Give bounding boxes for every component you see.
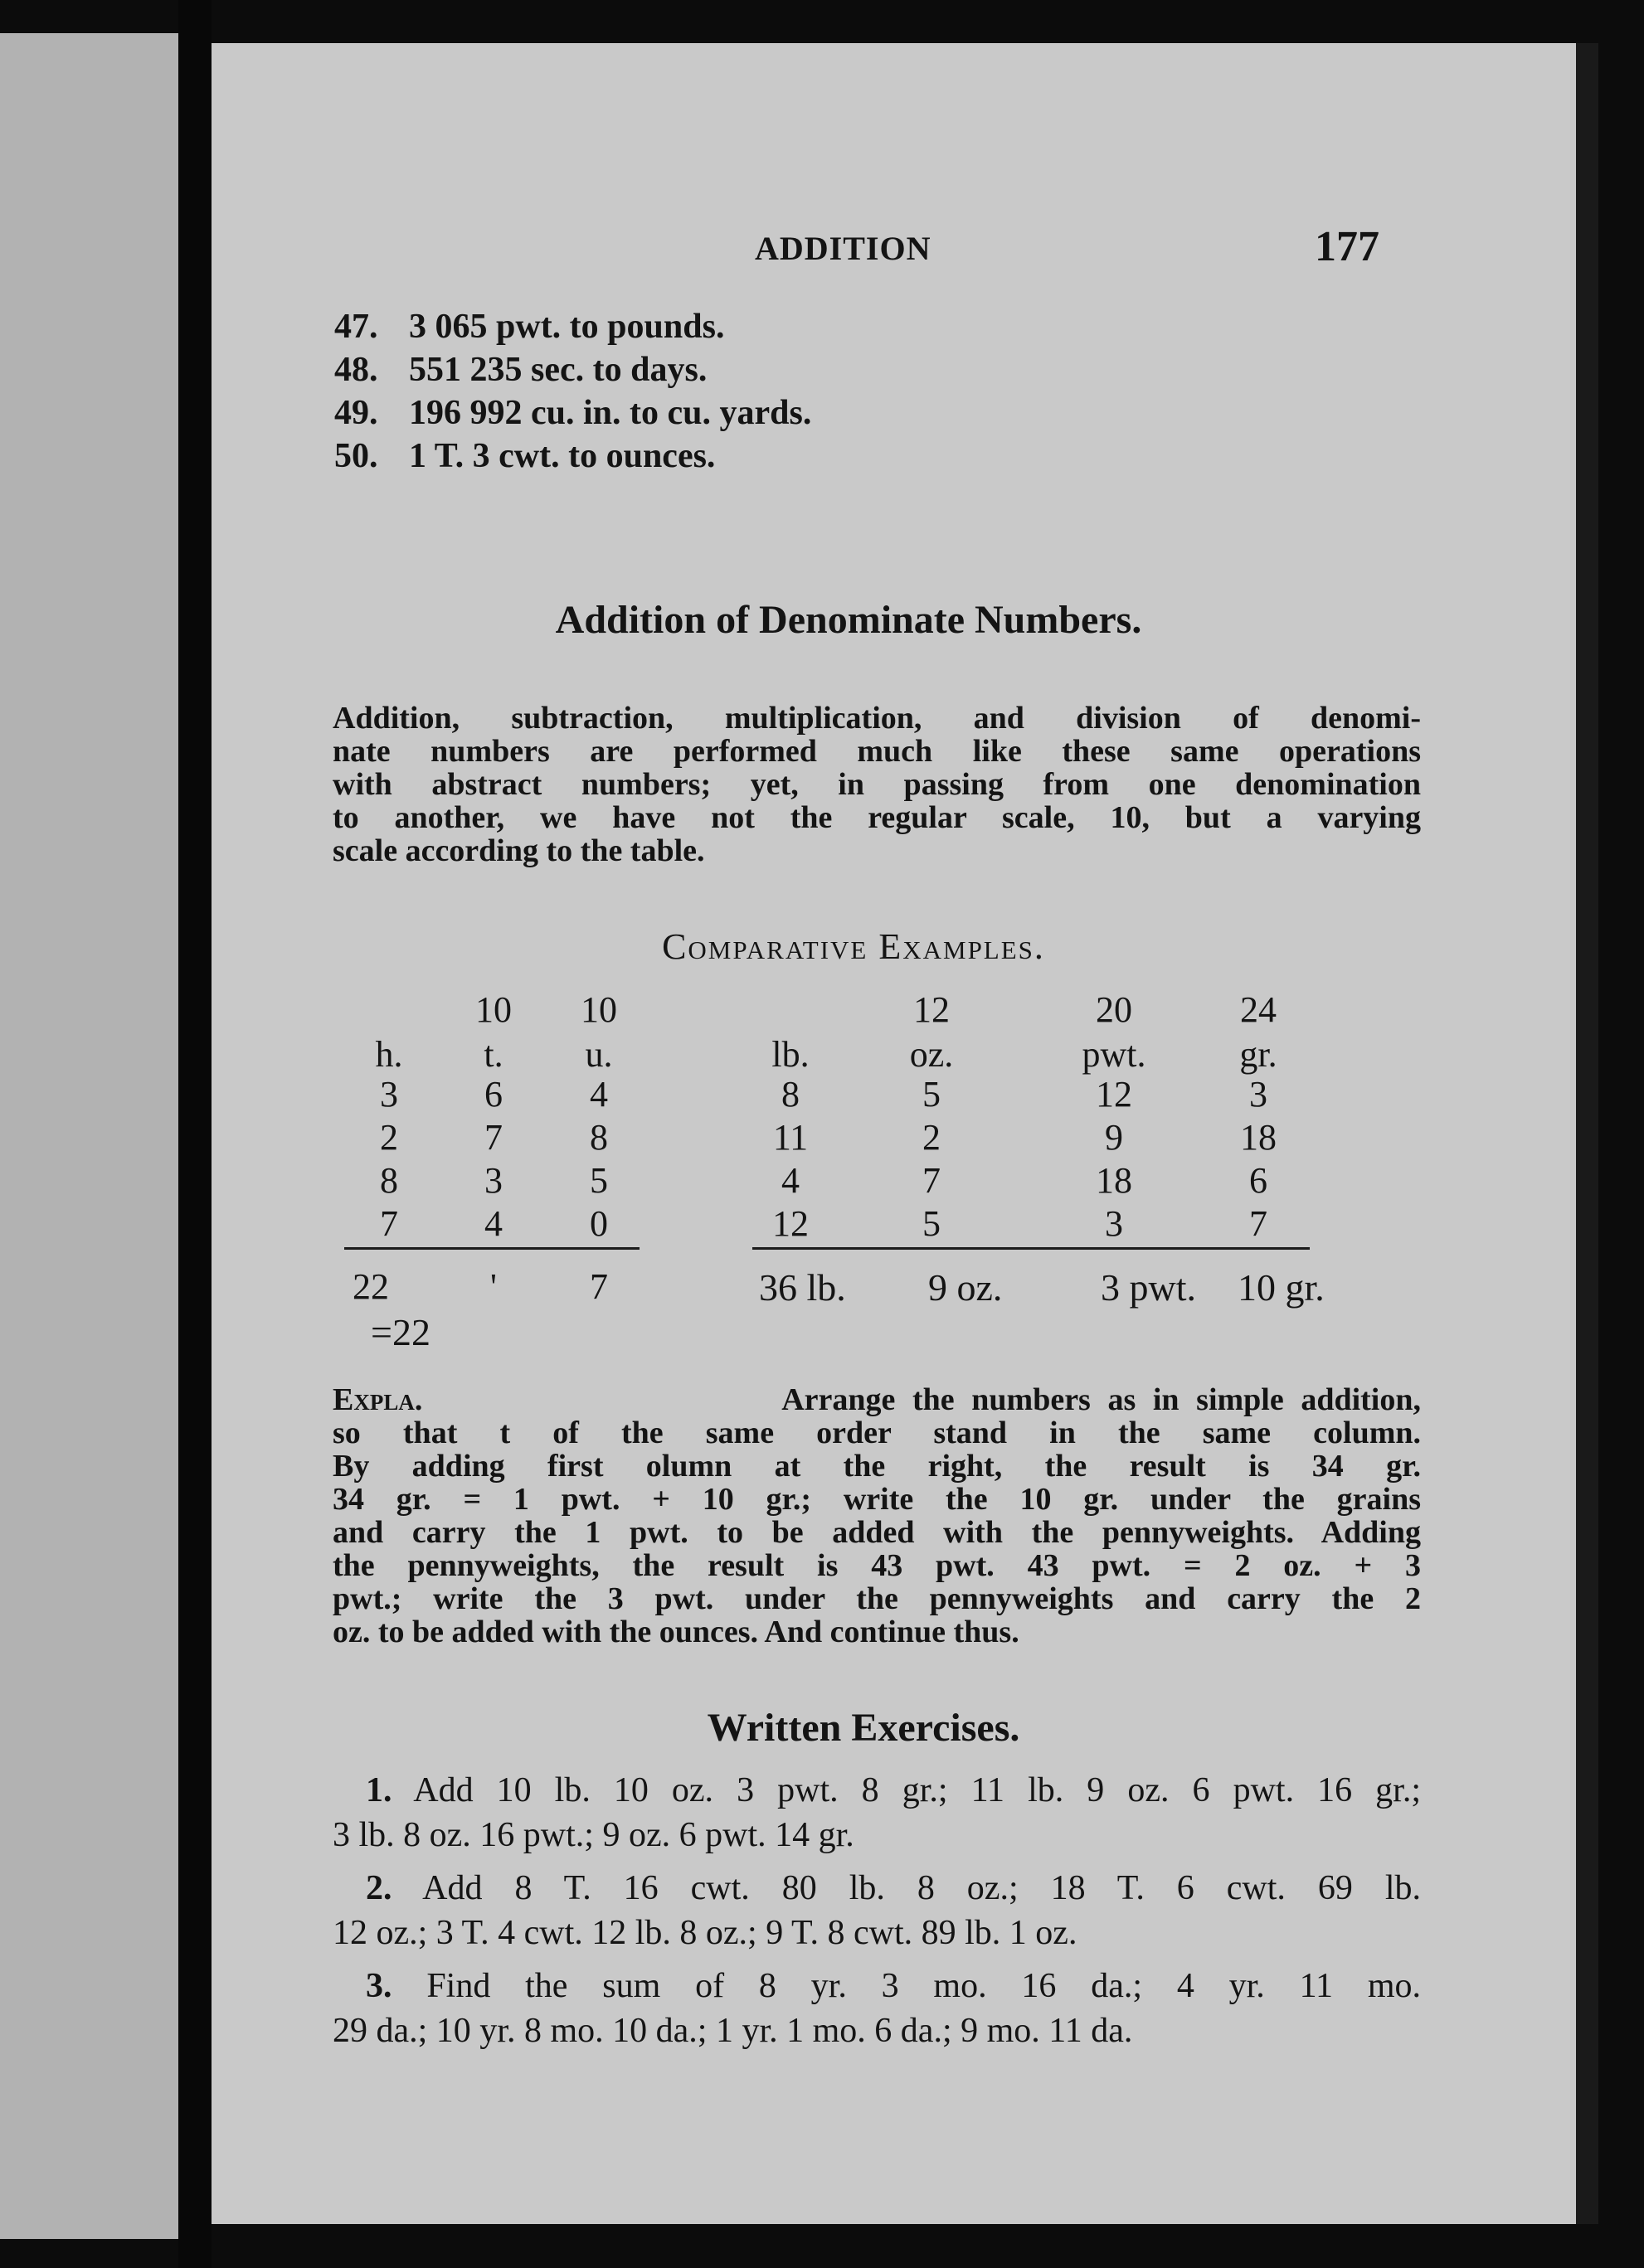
sum-cell: 36 lb. <box>759 1266 846 1309</box>
exercise-item: 1. Add 10 lb. 10 oz. 3 pwt. 8 gr.; 11 lb. 9 oz. 6 pwt. 16 gr.; 3 lb. 8 oz. 16 pwt.; 9 oz. 6 pwt. 14 gr. <box>333 1771 1421 1854</box>
digit-cell: 4 <box>781 1160 800 1201</box>
digit-cell: 0 <box>590 1203 608 1244</box>
problem-item: 49. 196 992 cu. in. to cu. yards. <box>334 394 812 432</box>
book-page <box>212 43 1598 2224</box>
explanation: Expla. Arrange the numbers as in simple addition, so that t of the same order stand in the same column. By adding first olumn at the right, the result is 34 gr. 34 gr. = 1 pwt. + 10 gr.; write the 10 gr. under the grains and carry the 1 pwt. to be added with the pennyweights. Adding the pennyweights, the result is 43 pwt. 43 pwt. = 2 oz. + 3 pwt.; write the 3 pwt. under the pennyweights and carry the 2 oz. to be added with the ounces. And continue thus. <box>333 1382 1422 1649</box>
scale-cell: 10 <box>581 989 617 1030</box>
digit-cell: 7 <box>380 1203 398 1244</box>
digit-cell: 4 <box>484 1203 503 1244</box>
unit-label: u. <box>585 1034 613 1075</box>
unit-label: oz. <box>909 1034 954 1075</box>
digit-cell: 3 <box>1249 1074 1267 1115</box>
unit-label: gr. <box>1239 1034 1277 1075</box>
digit-cell: 6 <box>1249 1160 1267 1201</box>
digit-cell: 5 <box>922 1203 941 1244</box>
scale-cell: 10 <box>475 989 512 1030</box>
digit-cell: 5 <box>590 1160 608 1201</box>
digit-cell: 18 <box>1240 1117 1277 1158</box>
digit-cell: 5 <box>922 1074 941 1115</box>
sum-cell: 22 <box>353 1266 389 1307</box>
total-value: =22 <box>371 1311 430 1353</box>
scale-cell: 12 <box>913 989 950 1030</box>
sum-rule <box>344 1247 640 1250</box>
digit-cell: 3 <box>1105 1203 1123 1244</box>
digit-cell: 7 <box>922 1160 941 1201</box>
sum-cell: 9 oz. <box>928 1266 1003 1309</box>
exercise-item: 3. Find the sum of 8 yr. 3 mo. 16 da.; 4 yr. 11 mo. 29 da.; 10 yr. 8 mo. 10 da.; 1 yr. 1 mo. 6 da.; 9 mo. 11 da. <box>333 1967 1422 2050</box>
scale-cell: 24 <box>1240 989 1277 1030</box>
sum-cell: 10 gr. <box>1238 1266 1325 1309</box>
scale-cell: 20 <box>1096 989 1132 1030</box>
sum-cell: ' <box>490 1266 497 1307</box>
digit-cell: 2 <box>380 1117 398 1158</box>
unit-label: t. <box>484 1034 503 1075</box>
digit-cell: 18 <box>1096 1160 1132 1201</box>
digit-cell: 2 <box>922 1117 941 1158</box>
digit-cell: 8 <box>590 1117 608 1158</box>
digit-cell: 11 <box>772 1117 809 1158</box>
digit-cell: 12 <box>1096 1074 1132 1115</box>
comparative-examples-title: Comparative Examples. <box>662 926 1045 967</box>
facing-page-edge <box>0 33 178 2239</box>
written-exercises-title: Written Exercises. <box>707 1706 1020 1750</box>
section-title: Addition of Denominate Numbers. <box>555 598 1142 642</box>
sum-rule <box>752 1247 1310 1250</box>
unit-label: pwt. <box>1082 1034 1146 1075</box>
explanation-label: Expla. <box>333 1382 423 1417</box>
digit-cell: 4 <box>590 1074 608 1115</box>
problem-list <box>334 305 1330 478</box>
digit-cell: 7 <box>484 1117 503 1158</box>
running-head: ADDITION <box>755 230 931 267</box>
digit-cell: 3 <box>484 1160 503 1201</box>
problem-item: 50. 1 T. 3 cwt. to ounces. <box>334 437 716 475</box>
exercise-item: 2. Add 8 T. 16 cwt. 80 lb. 8 oz.; 18 T. 6 cwt. 69 lb. 12 oz.; 3 T. 4 cwt. 12 lb. 8 oz.; 9 T. 8 cwt. 89 lb. 1 oz. <box>333 1869 1421 1952</box>
digit-cell: 6 <box>484 1074 503 1115</box>
digit-cell: 7 <box>1249 1203 1267 1244</box>
book-spine <box>178 0 212 2268</box>
unit-label: lb. <box>771 1034 810 1075</box>
unit-label: h. <box>375 1034 403 1075</box>
problem-item: 48. 551 235 sec. to days. <box>334 351 708 389</box>
digit-cell: 12 <box>772 1203 809 1244</box>
page-number: 177 <box>1315 223 1379 270</box>
digit-cell: 3 <box>380 1074 398 1115</box>
page-edge-shadow <box>1576 43 1598 2224</box>
digit-cell: 8 <box>380 1160 398 1201</box>
digit-cell: 9 <box>1105 1117 1123 1158</box>
sum-cell: 3 pwt. <box>1101 1266 1196 1309</box>
digit-cell: 8 <box>781 1074 800 1115</box>
sum-cell: 7 <box>590 1266 608 1307</box>
intro-paragraph: Addition, subtraction, multiplication, and division of denomi- nate numbers are performed much like these same operations with abstract numbers; yet, in passing from one denomination to another, we have not the regular scale, 10, but a varying scale according to the table. <box>333 701 1421 868</box>
problem-item: 47. 3 065 pwt. to pounds. <box>334 308 725 346</box>
